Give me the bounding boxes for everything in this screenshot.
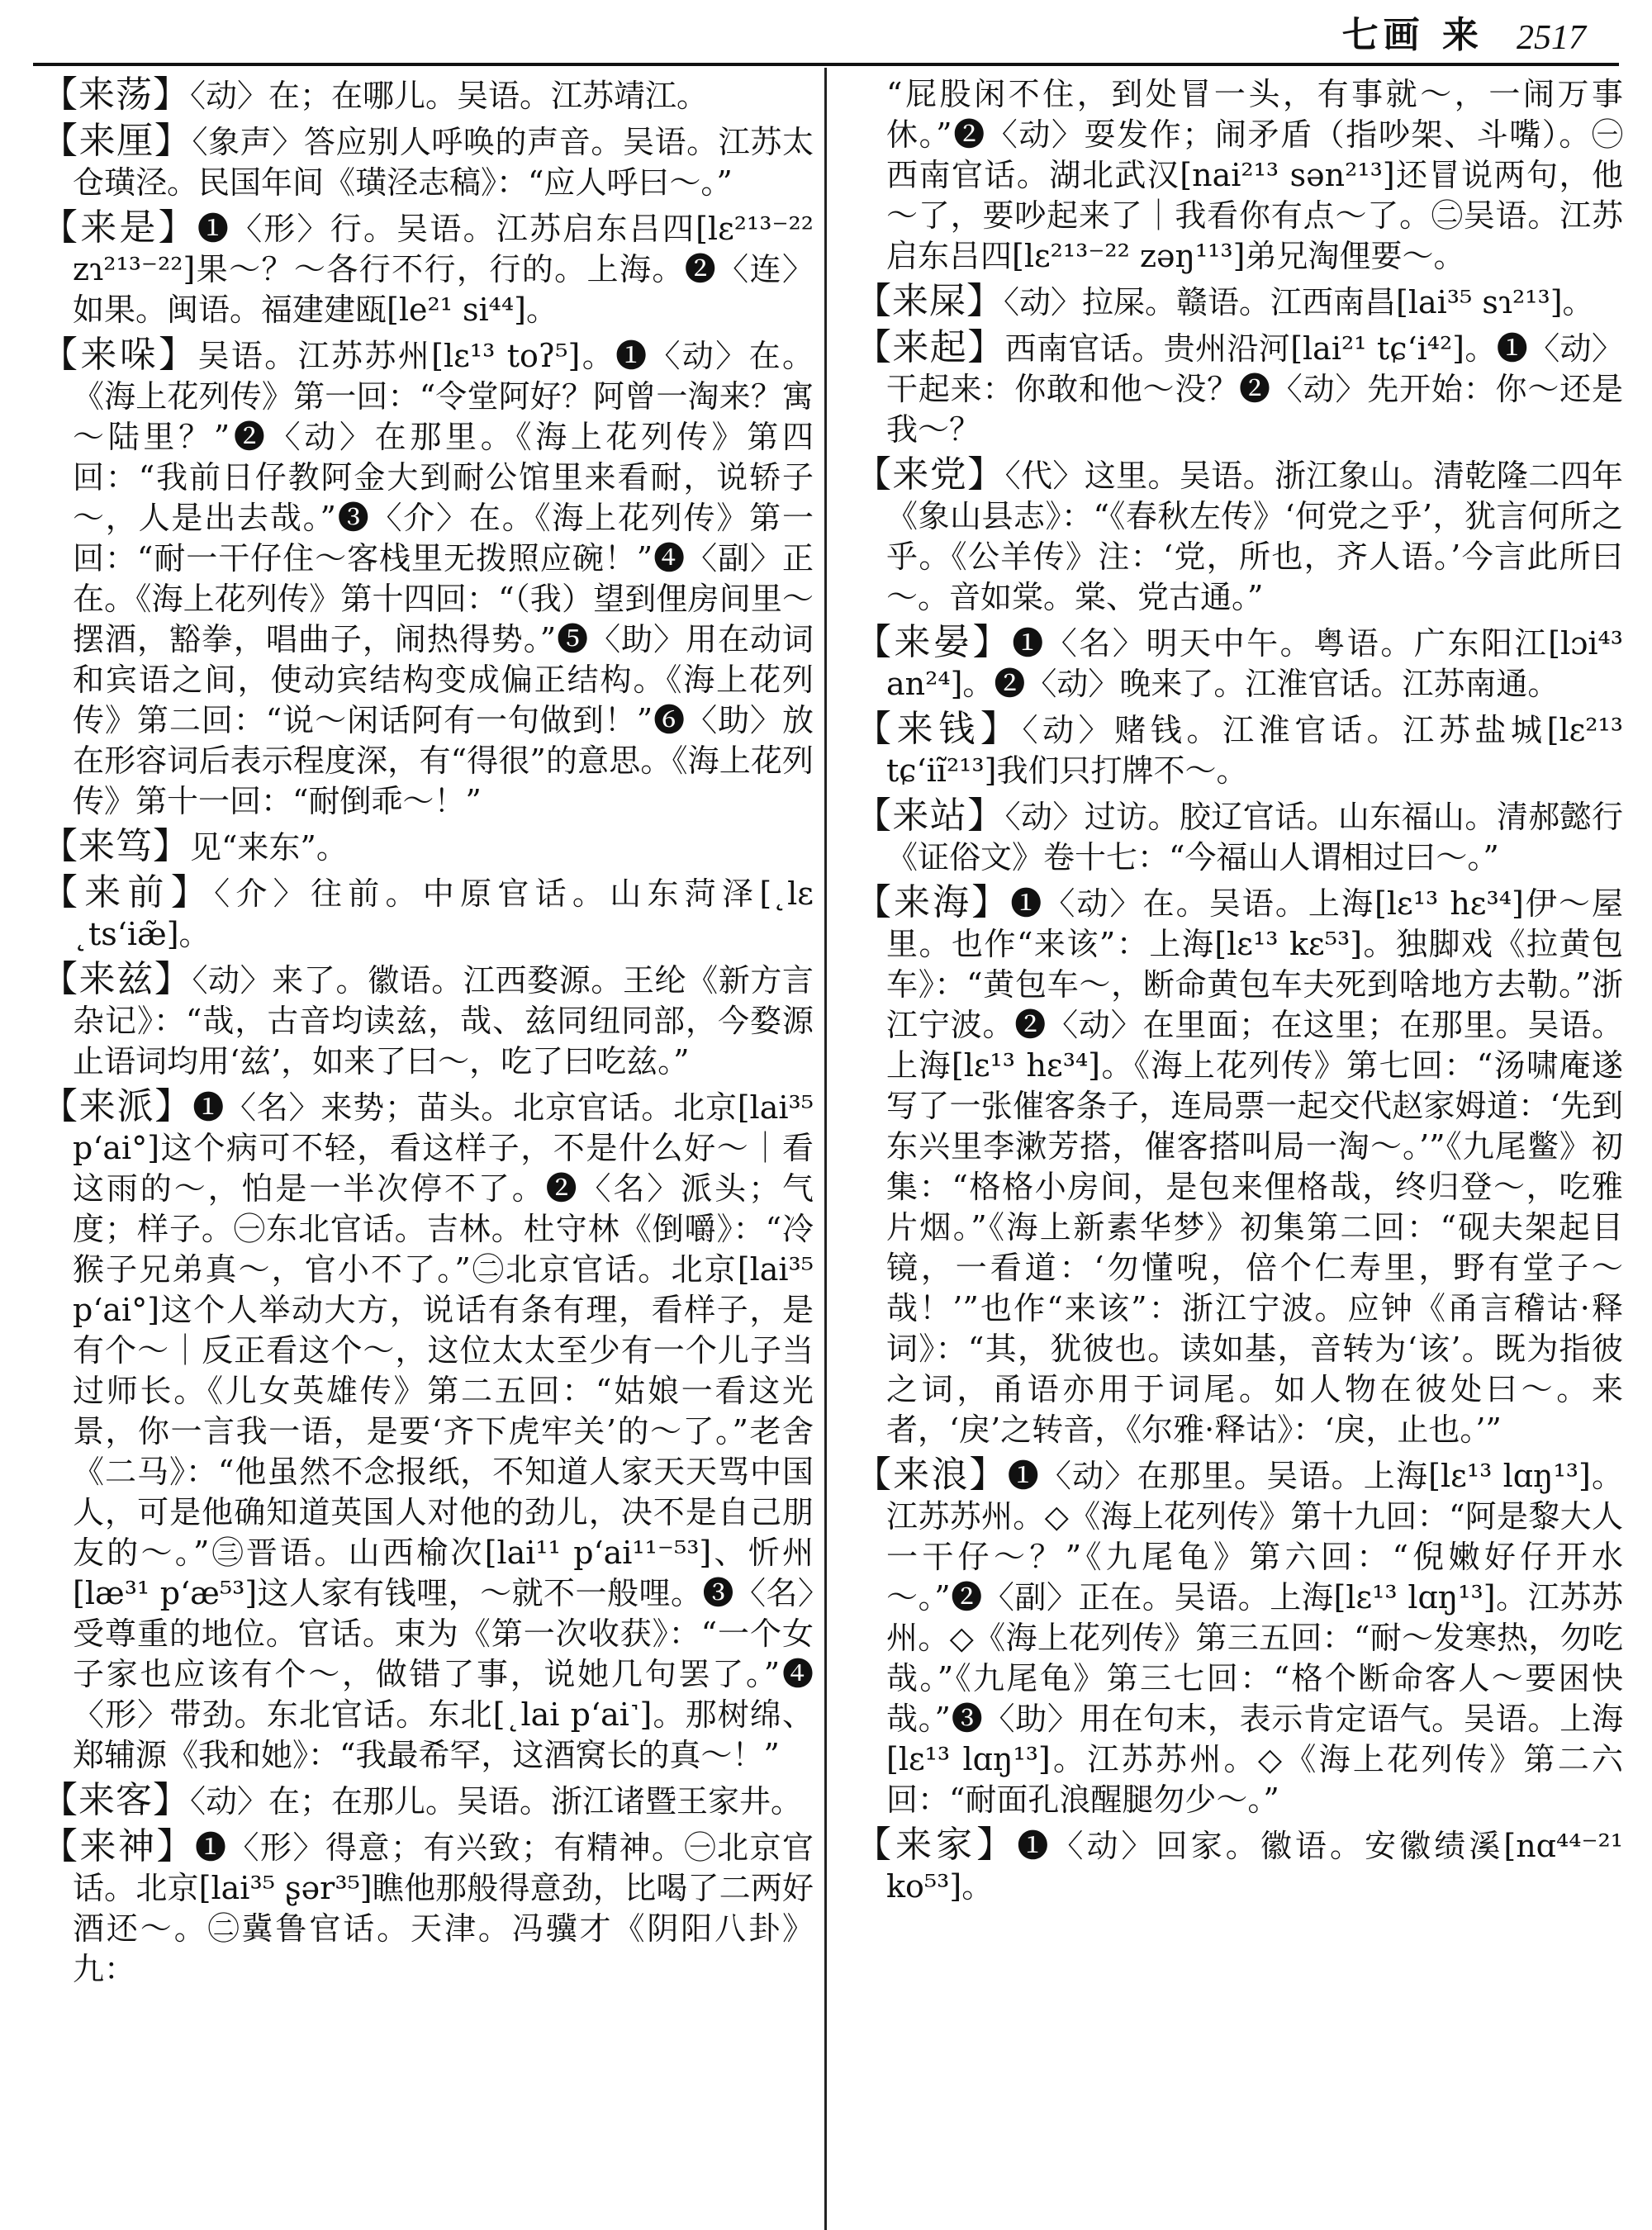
entry-definition: ❶〈名〉来势；苗头。北京官话。北京[lai³⁵ pʻai°]这个病可不轻，看这样子，不是什么好～｜看这雨的～，怕是一半次停不了。❷〈名〉派头；气度；样子。㊀东北官话。吉林。杜守林《倒嚼》：“冷猴子兄弟真～，官小不了。”㊁北京官话。北京[lai³⁵ pʻai°]这个人举动大方，说话有条有理，看样子，是有个～｜反正看这个～，这位太太至少有一个儿子当过师长。《儿女英雄传》第二五回：“姑娘一看这光景，你一言我一语，是要‘齐下虎牢关’的～了。”老舍《二马》：“他虽然不念报纸，不知道人家天天骂中国人，可是他确知道英国人对他的劲儿，决不是自己朋友的～。”㊂晋语。山西榆次[lai¹¹ pʻai¹¹⁻⁵³]、忻州[læ³¹ pʻæ⁵³]这人家有钱哩，～就不一般哩。❸〈名〉受尊重的地位。官话。束为《第一次收获》：“一个女子家也应该有个～，做错了事，说她几句罢了。”❹〈形〉带劲。东北官话。东北[˛lai pʻai˺]。那树绵、郑辅源《我和她》：“我最希罕，这酒窝长的真～！”: [73, 1089, 814, 1773]
column-divider: [824, 68, 827, 2230]
entry-headword: 【来党】: [855, 453, 1005, 496]
dictionary-entry: [41, 207, 814, 330]
left-column: [41, 74, 814, 1994]
entry-definition: ❶〈形〉行。吴语。江苏启东吕四[lɛ²¹³⁻²² zɿ²¹³⁻²²]果～？～各行不行，行的。上海。❷〈连〉如果。闽语。福建建瓯[le²¹ si⁴⁴]。: [73, 211, 814, 328]
entry-headword: 【来笃】: [41, 825, 190, 867]
page-number: 2517: [1517, 19, 1586, 57]
entry-headword: 【来神】: [41, 1825, 195, 1867]
entry-definition: 吴语。江苏苏州[lɛ¹³ toʔ⁵]。❶〈动〉在。《海上花列传》第一回：“令堂阿好？阿曾一淘来？寓～陆里？”❷〈动〉在那里。《海上花列传》第四回：“我前日仔教阿金大到耐公馆里来看耐，说轿子～，人是出去哉。”❸〈介〉在。《海上花列传》第一回：“耐一干仔住～客栈里无拨照应碗！”❹〈副〉正在。《海上花列传》第十四回：“（我）望到俚房间里～摆酒，豁拳，唱曲子，闹热得势。”❺〈助〉用在动词和宾语之间，使动宾结构变成偏正结构。《海上花列传》第二回：“说～闲话阿有一句做到！”❻〈助〉放在形容词后表示程度深，有“得很”的意思。《海上花列传》第十一回：“耐倒乖～！”: [73, 338, 814, 819]
entry-definition: 〈动〉在；在哪儿。吴语。江苏靖江。: [190, 78, 709, 114]
dictionary-entry: [855, 1454, 1623, 1820]
dictionary-entry: [41, 872, 814, 955]
entry-definition: 〈象声〉答应别人呼唤的声音。吴语。江苏太仓璜泾。民国年间《璜泾志稿》：“应人呼曰～。”: [73, 124, 814, 201]
dictionary-entry: [41, 121, 814, 203]
entry-headword: 【来客】: [41, 1779, 190, 1821]
entry-headword: 【来派】: [41, 1085, 193, 1127]
entry-definition: ❶〈动〉在那里。吴语。上海[lɛ¹³ lɑŋ¹³]。江苏苏州。◇《海上花列传》第十九回：“阿是黎大人一干仔～？”《九尾龟》第六回：“倪嫩好仔开水～。”❷〈副〉正在。吴语。上海[lɛ¹³ lɑŋ¹³]。江苏苏州。◇《海上花列传》第三五回：“耐～发寒热，勿吃哉。”《九尾龟》第三七回：“格个断命客人～要困快哉。”❸〈助〉用在句末，表示肯定语气。吴语。上海[lɛ¹³ lɑŋ¹³]。江苏苏州。◇《海上花列传》第二六回：“耐面孔浪醒腿勿少～。”: [886, 1458, 1623, 1818]
entry-headword: 【来站】: [855, 795, 1005, 837]
right-column: [855, 74, 1623, 1911]
dictionary-entry: [41, 74, 814, 116]
entry-headword: 【来海】: [855, 881, 1011, 923]
dictionary-entry: [41, 1086, 814, 1776]
entry-definition: 〈代〉这里。吴语。浙江象山。清乾隆二四年《象山县志》：“《春秋左传》‘何党之乎’，犹言何所之乎。《公羊传》注：‘党，所也，齐人语。’今言此所曰～。音如棠。棠、党古通。”: [886, 458, 1623, 615]
entry-headword: 【来是】: [41, 206, 197, 249]
entry-definition: 见“来东”。: [190, 829, 348, 866]
entry-definition: 〈动〉拉屎。赣语。江西南昌[lai³⁵ sɿ²¹³]。: [1004, 284, 1594, 320]
running-header: [1342, 12, 1586, 58]
dictionary-entry: [855, 795, 1623, 878]
entry-headword: 【来家】: [855, 1824, 1018, 1866]
entry-headword: 【来钱】: [855, 708, 1023, 750]
dictionary-entry: [41, 1780, 814, 1822]
entry-headword: 【来兹】: [41, 958, 192, 1000]
dictionary-entry: [855, 882, 1623, 1450]
entry-definition: 〈动〉过访。胶辽官话。山东福山。清郝懿行《证俗文》卷十七：“今福山人谓相过曰～。”: [886, 799, 1623, 875]
entry-definition: ❶〈名〉明天中午。粤语。广东阳江[lɔi⁴³ an²⁴]。❷〈动〉晚来了。江淮官话。江苏南通。: [886, 625, 1624, 702]
entry-headword: 【来前】: [41, 871, 215, 913]
entry-headword: 【来屎】: [855, 280, 1004, 322]
entry-headword: 【来起】: [855, 326, 1005, 368]
dictionary-entry: [41, 1826, 814, 1990]
dictionary-entry: [855, 281, 1623, 323]
entry-definition: 西南官话。贵州沿河[lai²¹ tɕʻi⁴²]。❶〈动〉干起来：你敢和他～没？❷〈动〉先开始：你～还是我～？: [886, 330, 1624, 448]
dictionary-entry: [41, 826, 814, 868]
dictionary-entry: [855, 454, 1623, 618]
entry-headword: 【来哚】: [41, 334, 198, 376]
dictionary-entry: [41, 334, 814, 822]
entry-headword: 【来厘】: [41, 120, 192, 162]
dictionary-entry: [41, 959, 814, 1082]
entry-headword: 【来浪】: [855, 1454, 1008, 1496]
header-rule: [33, 63, 1619, 66]
dictionary-entry: [855, 1824, 1623, 1907]
entry-definition: ❶〈动〉回家。徽语。安徽绩溪[nɑ⁴⁴⁻²¹ ko⁵³]。: [886, 1828, 1623, 1905]
dictionary-entry: [855, 327, 1623, 450]
entry-definition: 〈动〉赌钱。江淮官话。江苏盐城[lɛ²¹³ tɕʻiĩ²¹³]我们只打牌不～。: [886, 712, 1623, 789]
dictionary-entry: [855, 709, 1623, 791]
entry-headword: 【来荡】: [41, 74, 190, 116]
section-heading: 七画 来: [1341, 14, 1483, 56]
dictionary-entry: [855, 622, 1623, 705]
entry-headword: 【来晏】: [855, 621, 1013, 663]
entry-definition: ❶〈形〉得意；有兴致；有精神。㊀北京官话。北京[lai³⁵ ʂər³⁵]瞧他那般得意劲，比喝了二两好酒还～。㊁冀鲁官话。天津。冯骥才《阴阳八卦》九：: [73, 1829, 814, 1987]
entry-definition: ❶〈动〉在。吴语。上海[lɛ¹³ hɛ³⁴]伊～屋里。也作“来该”：上海[lɛ¹³ kɛ⁵³]。独脚戏《拉黄包车》：“黄包车～，断命黄包车夫死到啥地方去勒。”浙江宁波。❷〈动〉在里面；在这里；在那里。吴语。上海[lɛ¹³ hɛ³⁴]。《海上花列传》第七回：“汤啸庵遂写了一张催客条子，连局票一起交代赵家姆道：‘先到东兴里李漱芳搭，催客搭叫局一淘～。’”《九尾鳖》初集：“格格小房间，是包来俚格哉，终归登～，吃雅片烟。”《海上新素华梦》初集第二回：“砚夫架起目镜，一看道：‘勿懂唲，倍个仁寿里，野有堂子～哉！’”也作“来该”：浙江宁波。应钟《甬言稽诂·释词》：“其，犹彼也。读如基，音转为‘该’。既为指彼之词，甬语亦用于词尾。如人物在彼处曰～。来者，‘戾’之转音，《尔雅·释诂》：‘戾，止也。’”: [886, 885, 1623, 1448]
entry-definition: 〈动〉在；在那儿。吴语。浙江诸暨王家井。: [190, 1783, 803, 1820]
entry-definition: 〈介〉往前。中原官话。山东菏泽[˛lɛ ˛tsʻiæ̃]。: [73, 875, 814, 952]
entry-definition: 〈动〉来了。徽语。江西婺源。王纶《新方言杂记》：“哉，古音均读兹，哉、兹同纽同部，今婺源止语词均用‘兹’，如来了曰～，吃了曰吃兹。”: [73, 962, 814, 1079]
entry-continuation: “屁股闲不住，到处冒一头，有事就～，一闹万事休。”❷〈动〉耍发作；闹矛盾（指吵架、斗嘴）。㊀西南官话。湖北武汉[nai²¹³ sən²¹³]还冒说两句，他～了，要吵起来了｜我看你有点～了。㊁吴语。江苏启东吕四[lɛ²¹³⁻²² zəŋ¹¹³]弟兄淘俚要～。: [886, 76, 1623, 274]
